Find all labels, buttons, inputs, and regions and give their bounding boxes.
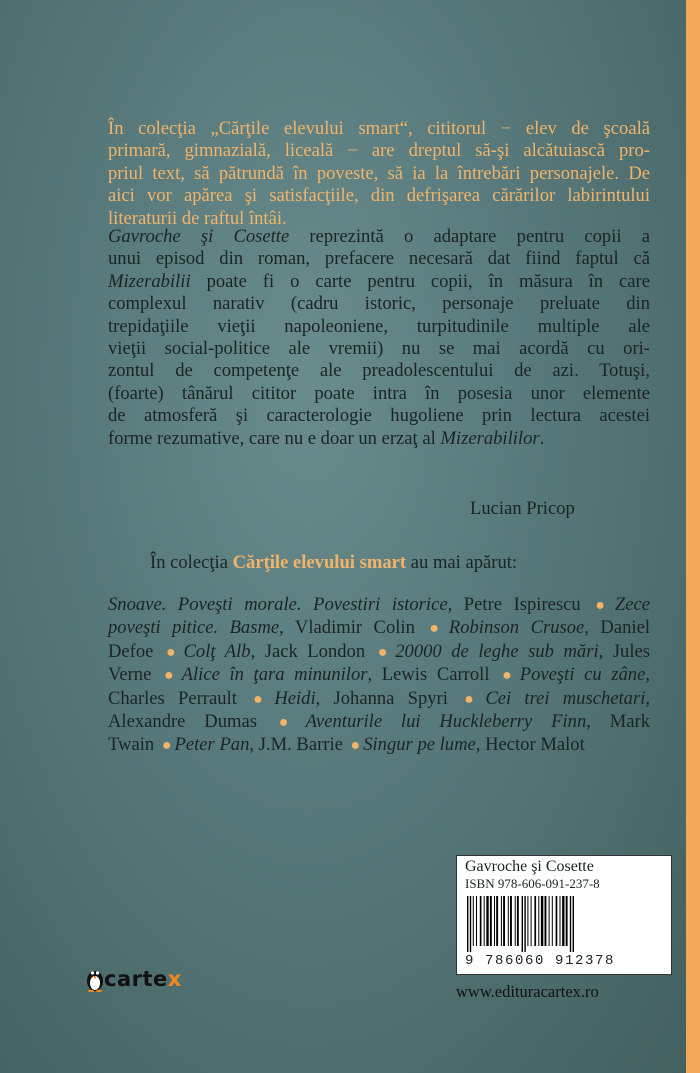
- bullet-icon: ●: [161, 737, 172, 755]
- barcode-bar: [531, 896, 532, 946]
- barcode-bar: [545, 896, 547, 946]
- barcode-digits: 9 786060 912378: [465, 953, 616, 969]
- collection-intro: [108, 118, 650, 230]
- bullet-icon: ●: [165, 643, 181, 661]
- title-ref: Mizerabilii: [108, 270, 191, 292]
- bullet-icon: ●: [502, 667, 517, 685]
- book-list-line: [108, 617, 650, 640]
- barcode-bar: [510, 896, 512, 946]
- bullet-icon: ●: [278, 714, 303, 732]
- barcode-bar: [566, 896, 568, 946]
- barcode-bar: [556, 896, 558, 946]
- description-text: reprezintă o adaptare pentru copii a: [289, 226, 650, 247]
- book-list-line: [108, 711, 650, 734]
- barcode-bar: [494, 896, 495, 946]
- barcode-bar: [573, 896, 574, 952]
- bullet-icon: ●: [595, 597, 612, 614]
- collection-name: Cărţile elevului smart: [232, 552, 407, 573]
- book-title: Snoave. Poveşti morale. Povestiri istorice,: [108, 594, 453, 615]
- book-title: Aventurile lui Huckleberry Finn: [305, 711, 587, 733]
- barcode-bar: [552, 896, 553, 946]
- barcode-bar: [527, 896, 528, 946]
- description-line: unui episod din roman, prefacere necesară dat fiind faptul că: [108, 248, 650, 270]
- book-author: Charles Perrault: [108, 687, 237, 709]
- book-title: Robinson Crusoe,: [448, 617, 589, 639]
- logo-wordmark: [104, 967, 182, 991]
- logo-accent-letter: x: [167, 967, 182, 991]
- book-title: Poveşti cu zâne: [519, 664, 646, 686]
- book-title: Heidi: [274, 687, 316, 709]
- book-list-line: [108, 664, 650, 687]
- book-author: , J.M. Barrie: [249, 734, 343, 756]
- book-list: [108, 594, 650, 758]
- book-title: Zece: [614, 594, 650, 615]
- book-list-line: [108, 734, 650, 757]
- barcode-bar: [524, 896, 525, 952]
- description-line: [108, 226, 650, 248]
- description-line: complexul narativ (cadru istoric, personaje preluate din: [108, 293, 650, 315]
- barcode-bar: [515, 896, 516, 946]
- book-list-line: [108, 594, 650, 617]
- title-ref: Mizerabililor: [440, 427, 540, 449]
- book-author: , Jack London: [250, 640, 366, 662]
- bullet-icon: ●: [164, 667, 179, 685]
- book-author: , Mark: [586, 711, 651, 733]
- author-signature: Lucian Pricop: [470, 498, 575, 519]
- description-text: poate fi o carte pentru copii, în măsura în care: [190, 270, 650, 292]
- barcode-bar: [496, 896, 498, 946]
- barcode-bar: [570, 896, 571, 952]
- book-author: Hector Malot: [480, 734, 585, 756]
- barcode-bar: [503, 896, 505, 946]
- book-author: , Vladimir Colin: [279, 617, 415, 639]
- book-author: , Jules: [598, 640, 650, 662]
- intro-line: literaturii de raftul întâi.: [108, 207, 287, 229]
- publisher-website[interactable]: www.edituracartex.ro: [456, 982, 599, 1001]
- book-author: Twain: [108, 734, 155, 756]
- heading-text: În colecţia: [150, 552, 233, 573]
- book-author: Petre Ispirescu: [452, 594, 581, 615]
- book-author: Alexandre Dumas: [108, 711, 257, 733]
- book-author: Verne: [108, 664, 152, 686]
- spine-edge: [686, 0, 700, 1073]
- book-title: Singur pe lume,: [363, 734, 481, 756]
- book-title: Peter Pan: [174, 734, 250, 756]
- barcode-bar: [562, 896, 564, 946]
- barcode-bar: [549, 896, 550, 946]
- description-line: [108, 428, 650, 450]
- barcode-bar: [480, 896, 482, 946]
- book-list-line: [108, 688, 650, 711]
- book-description: [108, 226, 650, 450]
- publisher-logo: [86, 966, 182, 992]
- barcode-bar: [522, 896, 523, 952]
- barcode-book-title: Gavroche şi Cosette: [465, 858, 594, 875]
- description-line: zontul de competenţe ale preadolescentului de azi. Totuşi,: [108, 360, 650, 382]
- barcode-bar: [541, 896, 543, 946]
- description-line: trepidaţiile vieţii napoleoniene, turpitudinile multiple ale: [108, 315, 650, 337]
- book-title: Alice în ţara minunilor: [181, 664, 368, 686]
- heading-text: au mai apărut:: [406, 552, 518, 573]
- description-text: forme rezumative, care nu e doar un erzaţ al: [108, 427, 441, 449]
- book-title: poveşti pitice. Basme: [108, 617, 280, 639]
- book-title: Cei trei muschetari: [485, 687, 646, 709]
- barcode-bar: [534, 896, 536, 946]
- bullet-icon: ●: [377, 643, 393, 661]
- barcode-bar: [538, 896, 539, 946]
- barcode-bar: [490, 896, 492, 946]
- book-title: 20000 de leghe sub mări: [395, 640, 599, 662]
- bullet-icon: ●: [464, 690, 483, 708]
- penguin-icon: [86, 966, 104, 992]
- logo-text: carte: [104, 967, 168, 991]
- barcode-bar: [517, 896, 519, 946]
- title-ref: Gavroche şi Cosette: [108, 226, 290, 247]
- barcode-bar: [467, 896, 468, 952]
- book-title: Colţ Alb: [183, 640, 251, 662]
- book-author: , Lewis Carroll: [367, 664, 490, 686]
- book-author: , Johanna Spyri: [315, 687, 448, 709]
- description-line: [108, 271, 650, 293]
- book-author: Defoe: [108, 640, 154, 662]
- barcode-bar: [501, 896, 502, 946]
- barcode-bar: [476, 896, 477, 946]
- also-published-heading: [150, 552, 517, 574]
- isbn-barcode-box: [456, 855, 672, 975]
- barcode-bars: [465, 896, 663, 952]
- barcode-bar: [508, 896, 509, 946]
- description-line: (foarte) tânărul cititor poate intra în posesia unor elemente: [108, 382, 650, 404]
- book-author: ,: [645, 664, 651, 686]
- isbn-number: ISBN 978-606-091-237-8: [465, 876, 600, 891]
- bullet-icon: ●: [429, 620, 446, 638]
- book-list-line: [108, 641, 650, 664]
- book-author: Daniel: [588, 617, 650, 639]
- intro-line: În colecţia „Cărţile elevului smart“, cititorul − elev de şcoală: [108, 118, 650, 139]
- barcode-bar: [560, 896, 561, 946]
- barcode-bar: [470, 896, 471, 952]
- barcode-bar: [473, 896, 474, 946]
- intro-line: aici vor apărea şi satisfacţiile, din defrişarea cărărilor labirintului: [108, 185, 650, 207]
- intro-line: priul text, să pătrundă în poveste, să ia la întrebări personajele. De: [108, 162, 650, 184]
- book-author: ,: [645, 687, 651, 709]
- intro-line: primară, gimnazială, liceală − are dreptul să-şi alcătuiască pro-: [108, 140, 650, 162]
- bullet-icon: ●: [253, 690, 272, 708]
- barcode-bar: [484, 896, 485, 946]
- description-text: .: [539, 427, 545, 449]
- bullet-icon: ●: [350, 737, 361, 755]
- barcode-bar: [486, 896, 488, 946]
- description-line: vieţii social-politice ale vremii) nu se mai acordă cu ori-: [108, 338, 650, 360]
- description-line: de atmosferă şi caracterologie hugoliene prin lectura acestei: [108, 405, 650, 427]
